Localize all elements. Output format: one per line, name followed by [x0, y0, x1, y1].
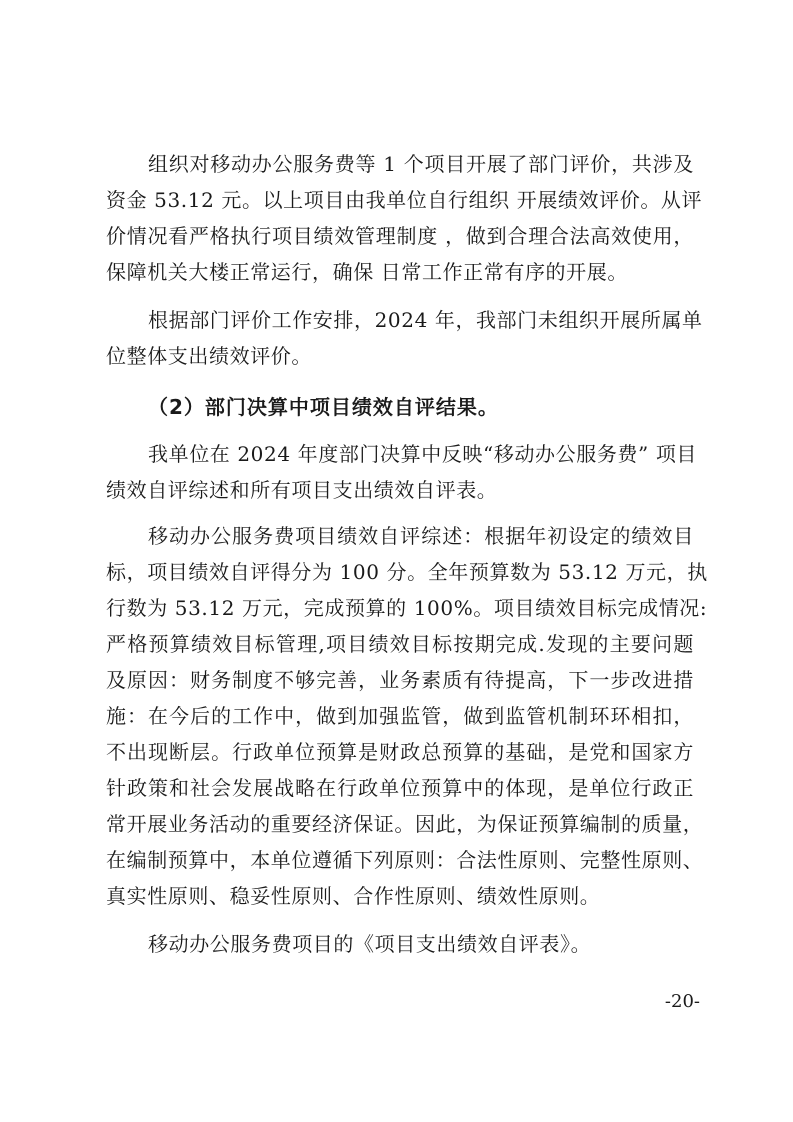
paragraph-line: 严格预算绩效目标管理,项目绩效目标按期完成.发现的主要问题 [106, 632, 694, 656]
paragraph-line: 位整体支出绩效评价。 [106, 344, 312, 368]
paragraph-line: 价情况看严格执行项目绩效管理制度 ，做到合理合法高效使用， [106, 224, 694, 248]
paragraph-line: 资金 53.12 元。以上项目由我单位自行组织 开展绩效评价。从评 [106, 188, 703, 212]
paragraph-line: 施：在今后的工作中，做到加强监管，做到监管机制环环相扣， [106, 704, 694, 728]
page-number: -20- [664, 991, 700, 1012]
paragraph-line: 绩效自评综述和所有项目支出绩效自评表。 [106, 478, 498, 502]
paragraph-line: 不出现断层。行政单位预算是财政总预算的基础，是党和国家方 [106, 740, 694, 764]
paragraph-line: 及原因：财务制度不够完善，业务素质有待提高，下一步改进措 [106, 668, 694, 692]
section-heading: （2）部门决算中项目绩效自评结果。 [148, 395, 499, 419]
paragraph-line: 在编制预算中，本单位遵循下列原则：合法性原则、完整性原则、 [106, 848, 704, 872]
paragraph-line: 行数为 53.12 万元，完成预算的 100%。项目绩效目标完成情况: [106, 596, 708, 620]
paragraph-line: 移动办公服务费项目绩效自评综述：根据年初设定的绩效目 [148, 524, 694, 548]
paragraph-line: 标，项目绩效自评得分为 100 分。全年预算数为 53.12 万元，执 [106, 560, 708, 584]
paragraph-line: 针政策和社会发展战略在行政单位预算中的体现，是单位行政正 [106, 776, 694, 800]
paragraph-line: 保障机关大楼正常运行，确保 日常工作正常有序的开展。 [106, 260, 628, 284]
paragraph-line: 常开展业务活动的重要经济保证。因此，为保证预算编制的质量， [106, 812, 704, 836]
paragraph-line: 根据部门评价工作安排，2024 年，我部门未组织开展所属单 [148, 308, 703, 332]
paragraph-line: 组织对移动办公服务费等 1 个项目开展了部门评价，共涉及 [148, 152, 694, 176]
paragraph-line: 真实性原则、稳妥性原则、合作性原则、绩效性原则。 [106, 884, 601, 908]
paragraph-line: 移动办公服务费项目的《项目支出绩效自评表》。 [148, 932, 592, 956]
paragraph-line: 我单位在 2024 年度部门决算中反映“移动办公服务费” 项目 [148, 442, 698, 466]
